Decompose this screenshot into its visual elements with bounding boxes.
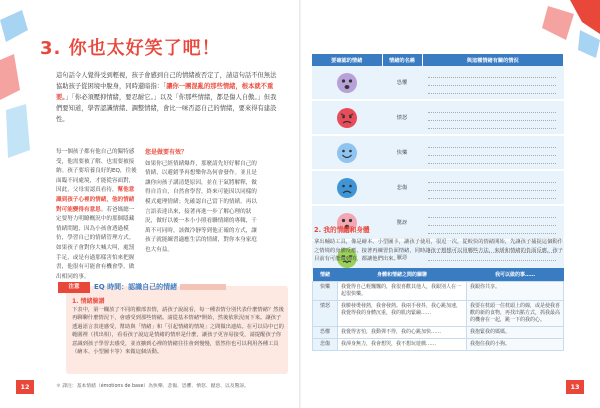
body-column-right [145,148,257,256]
anger-face-icon [336,107,358,129]
situation-lines [422,205,564,240]
fear-face-icon [336,72,358,94]
body-table-row [313,339,564,351]
face-cell [312,205,382,240]
section-title: 3. 你也太好笑了吧！ [40,38,221,59]
emotion-row [312,205,564,240]
intro-highlight: 讓你一團混亂的那些情緒，根本就不重要。 [56,83,274,101]
emotion-name: 恐懼 [382,66,422,100]
decorative-ribbons-left [0,0,40,160]
row-emotion: 快樂 [313,282,338,301]
row-action: 我要在枕頭一住枕頭上的線，或是使我喜歡的新的食物，再找出點方式，抓我最高的機會在一起，跳一下的我的心。 [467,301,564,327]
row-body-reaction: 我覺得自己輕飄飄的，我很喜歡其他人，我跟別人在一起很快樂。 [338,282,467,301]
step1-text: 下表中，第一欄放了不同的臉部表情，請孩子說說看，每一種表情分別代表什麼情緒？然後再聊聊什麼情況下，會感受到那些情緒。請從基本情緒*開始，然後依狀況而下來。讓孩子透過語言表達感受，幫助與「情緒」和「引起情緒的情境」之間做出連結。在可以局中已的範圍裡（找出相），看看孩子說這是情緒的情形是什麼，讓孩子更容易接受，請提醒孩子你意識到孩子學習去感受，並直擴到心裡的情緒往往會到慢慢，當然你也可以利用各種工具（繪本、小型圖卡等）來做這個活動。 [72,307,284,356]
eq-time-title-text: EQ 時間：認識自己的情緒 [94,283,178,291]
intro-text-1: 這句話令人覺得受到輕視，孩子會感到自己的情緒被否定了，請這句話不但無法協助孩子從困境中脫身，同時還暗指：「 [56,72,277,90]
row-emotion: 憤怒 [313,301,338,327]
situation-lines [422,66,564,100]
dotted-line [428,122,556,129]
page-gutter [299,0,301,408]
emotion-table-header [312,54,564,66]
body-column-left [56,148,138,282]
dotted-line [428,176,556,183]
body-table-header [313,268,564,282]
row-action: 我抱住我的小狗。 [467,339,564,351]
row-body-reaction: 我渾身無力，我會想哭，我不想玩遊戲…… [338,339,467,351]
dotted-line [428,71,556,78]
emotion-name: 快樂 [382,135,422,170]
dotted-line [428,227,556,234]
emotion-row [312,100,564,135]
decorative-ribbons-right [530,0,600,60]
dotted-line [428,192,556,199]
body-emotion-table [312,268,564,351]
header-situation: 與這種情緒有關的情況 [422,54,564,66]
col-a-highlight: 幫他意識到孩子心裡的情緒，他的情緒對可能變得有意思 [56,187,135,213]
dotted-line [428,157,556,164]
dotted-line [428,149,556,156]
dotted-line [428,106,556,113]
col-b-text: 如果你已經情緒爆炸，那麼請先好好解自己的情緒，以避錯爭再想樂你為何會發作。並且是讓你向孩子講清楚原因，並在于氣將解釋，做得自肯自，自然會學習，終來可能因以同樣的模式處理情緒；先確認自己當下的情緒，再以言語表達出來，接著再進一步了解心理的狀況，做好以後一本小小照看聯情緒的專輯，千萬不可同時，該做冷靜等到他正確的方式，讓孩子就能練習適應生活的情緒，對你本身家庭也大有益。 [145,160,257,253]
step1-label: 1. 情緒臉譜 [72,298,105,305]
section2-title: 2. 我的情緒和身體 [314,226,370,234]
footnote: ＊ 譯注：基本情緒（émotions de base）為快樂、悲傷、恐懼、憤怒、厭惡、以及驚訝。 [56,384,249,389]
face-cell [312,135,382,170]
header-actions: 我可以做的事…… [467,268,564,282]
row-body-reaction: 我覺得害怕，我動彈不得，我的心跳加快…… [338,327,467,339]
header-face: 要確認的情緒 [312,54,382,66]
header-name: 情緒的名稱 [382,54,422,66]
emotion-name: 驚訝 [382,205,422,240]
row-action: 我抱緊我的媽媽。 [467,327,564,339]
row-body-reaction: 我臉發燙發熱，我會發熱。我兩手發抖，我心跳加速，我覺得我的身體沉重，我的肌肉緊繃…… [338,301,467,327]
col-b-heading: 您是做要有效？ [145,149,188,156]
emotion-name: 悲傷 [382,170,422,205]
dotted-line [428,114,556,121]
section2-text: 拿出輔助工具，像是繪本、小型圖卡，讓孩子使用，很逗一次，從較快的情緒開始，先讓孩子捕捉這個動作之情境的身體反應，接著再練習負面情緒，同時讓孩子想想可以用哪些方法，來緩和情緒的負面反應，孩子目前有可能做到的，都讓他們出來。 [314,239,563,263]
sad-face-icon [336,177,358,199]
intro-paragraph [56,70,280,125]
situation-lines [422,100,564,135]
dotted-line [428,219,556,226]
row-emotion: 悲傷 [313,339,338,351]
col-a-text-2: 。若爸媽總一定要努力明瞭概況中的那個隱藏情緒問題，因為小孩會透過模仿，學習自己的情緒管理方式。如果孩子會對你大喊大叫，處罰手足，或是有過那樣害怕來把握書，他很有可能會有機會學，做出相同的事。 [56,206,135,280]
situation-lines [422,135,564,170]
face-cell [312,66,382,100]
row-emotion: 恐懼 [313,327,338,339]
dotted-line [428,141,556,148]
face-cell [312,100,382,135]
dotted-line [428,87,556,94]
dotted-line [428,211,556,218]
title-underline-bar [180,284,226,290]
page-number-left: 12 [16,380,34,394]
face-cell [312,170,382,205]
row-action: 我跟你共享。 [467,282,564,301]
header-body-link: 身體和情緒之間的關聯 [338,268,467,282]
emotion-name: 厭惡 [382,240,422,275]
eq-time-flag: 注意 [58,282,90,293]
body-table-row [313,301,564,327]
page-number-right: 13 [566,380,584,394]
intro-text-2: 」「你必須壓抑情緒，要忍耐它。」以及「你那些情緒，都是傷人自傲。」但我們要知道，學習認識情緒、調整情緒，會比一味否認自己的情緒，要來得有建設性。 [56,94,277,123]
happy-face-icon [336,142,358,164]
body-table-row [313,282,564,301]
header-emotion: 情緒 [313,268,338,282]
emotion-row [312,66,564,100]
situation-lines [422,170,564,205]
emotion-row [312,170,564,205]
eq-time-title [94,282,226,292]
col-a-text-1: 每一個孩子都有他自己的獨特感受，他需要被了解、也需要被接納。孩子要培養良好的EQ，往後面臨不同處境，才能從容面對，因此，父母需認真看待， [56,149,137,194]
dotted-line [428,184,556,191]
body-table-row [313,327,564,339]
emotion-name: 憤怒 [382,100,422,135]
dotted-line [428,79,556,86]
emotion-row [312,135,564,170]
